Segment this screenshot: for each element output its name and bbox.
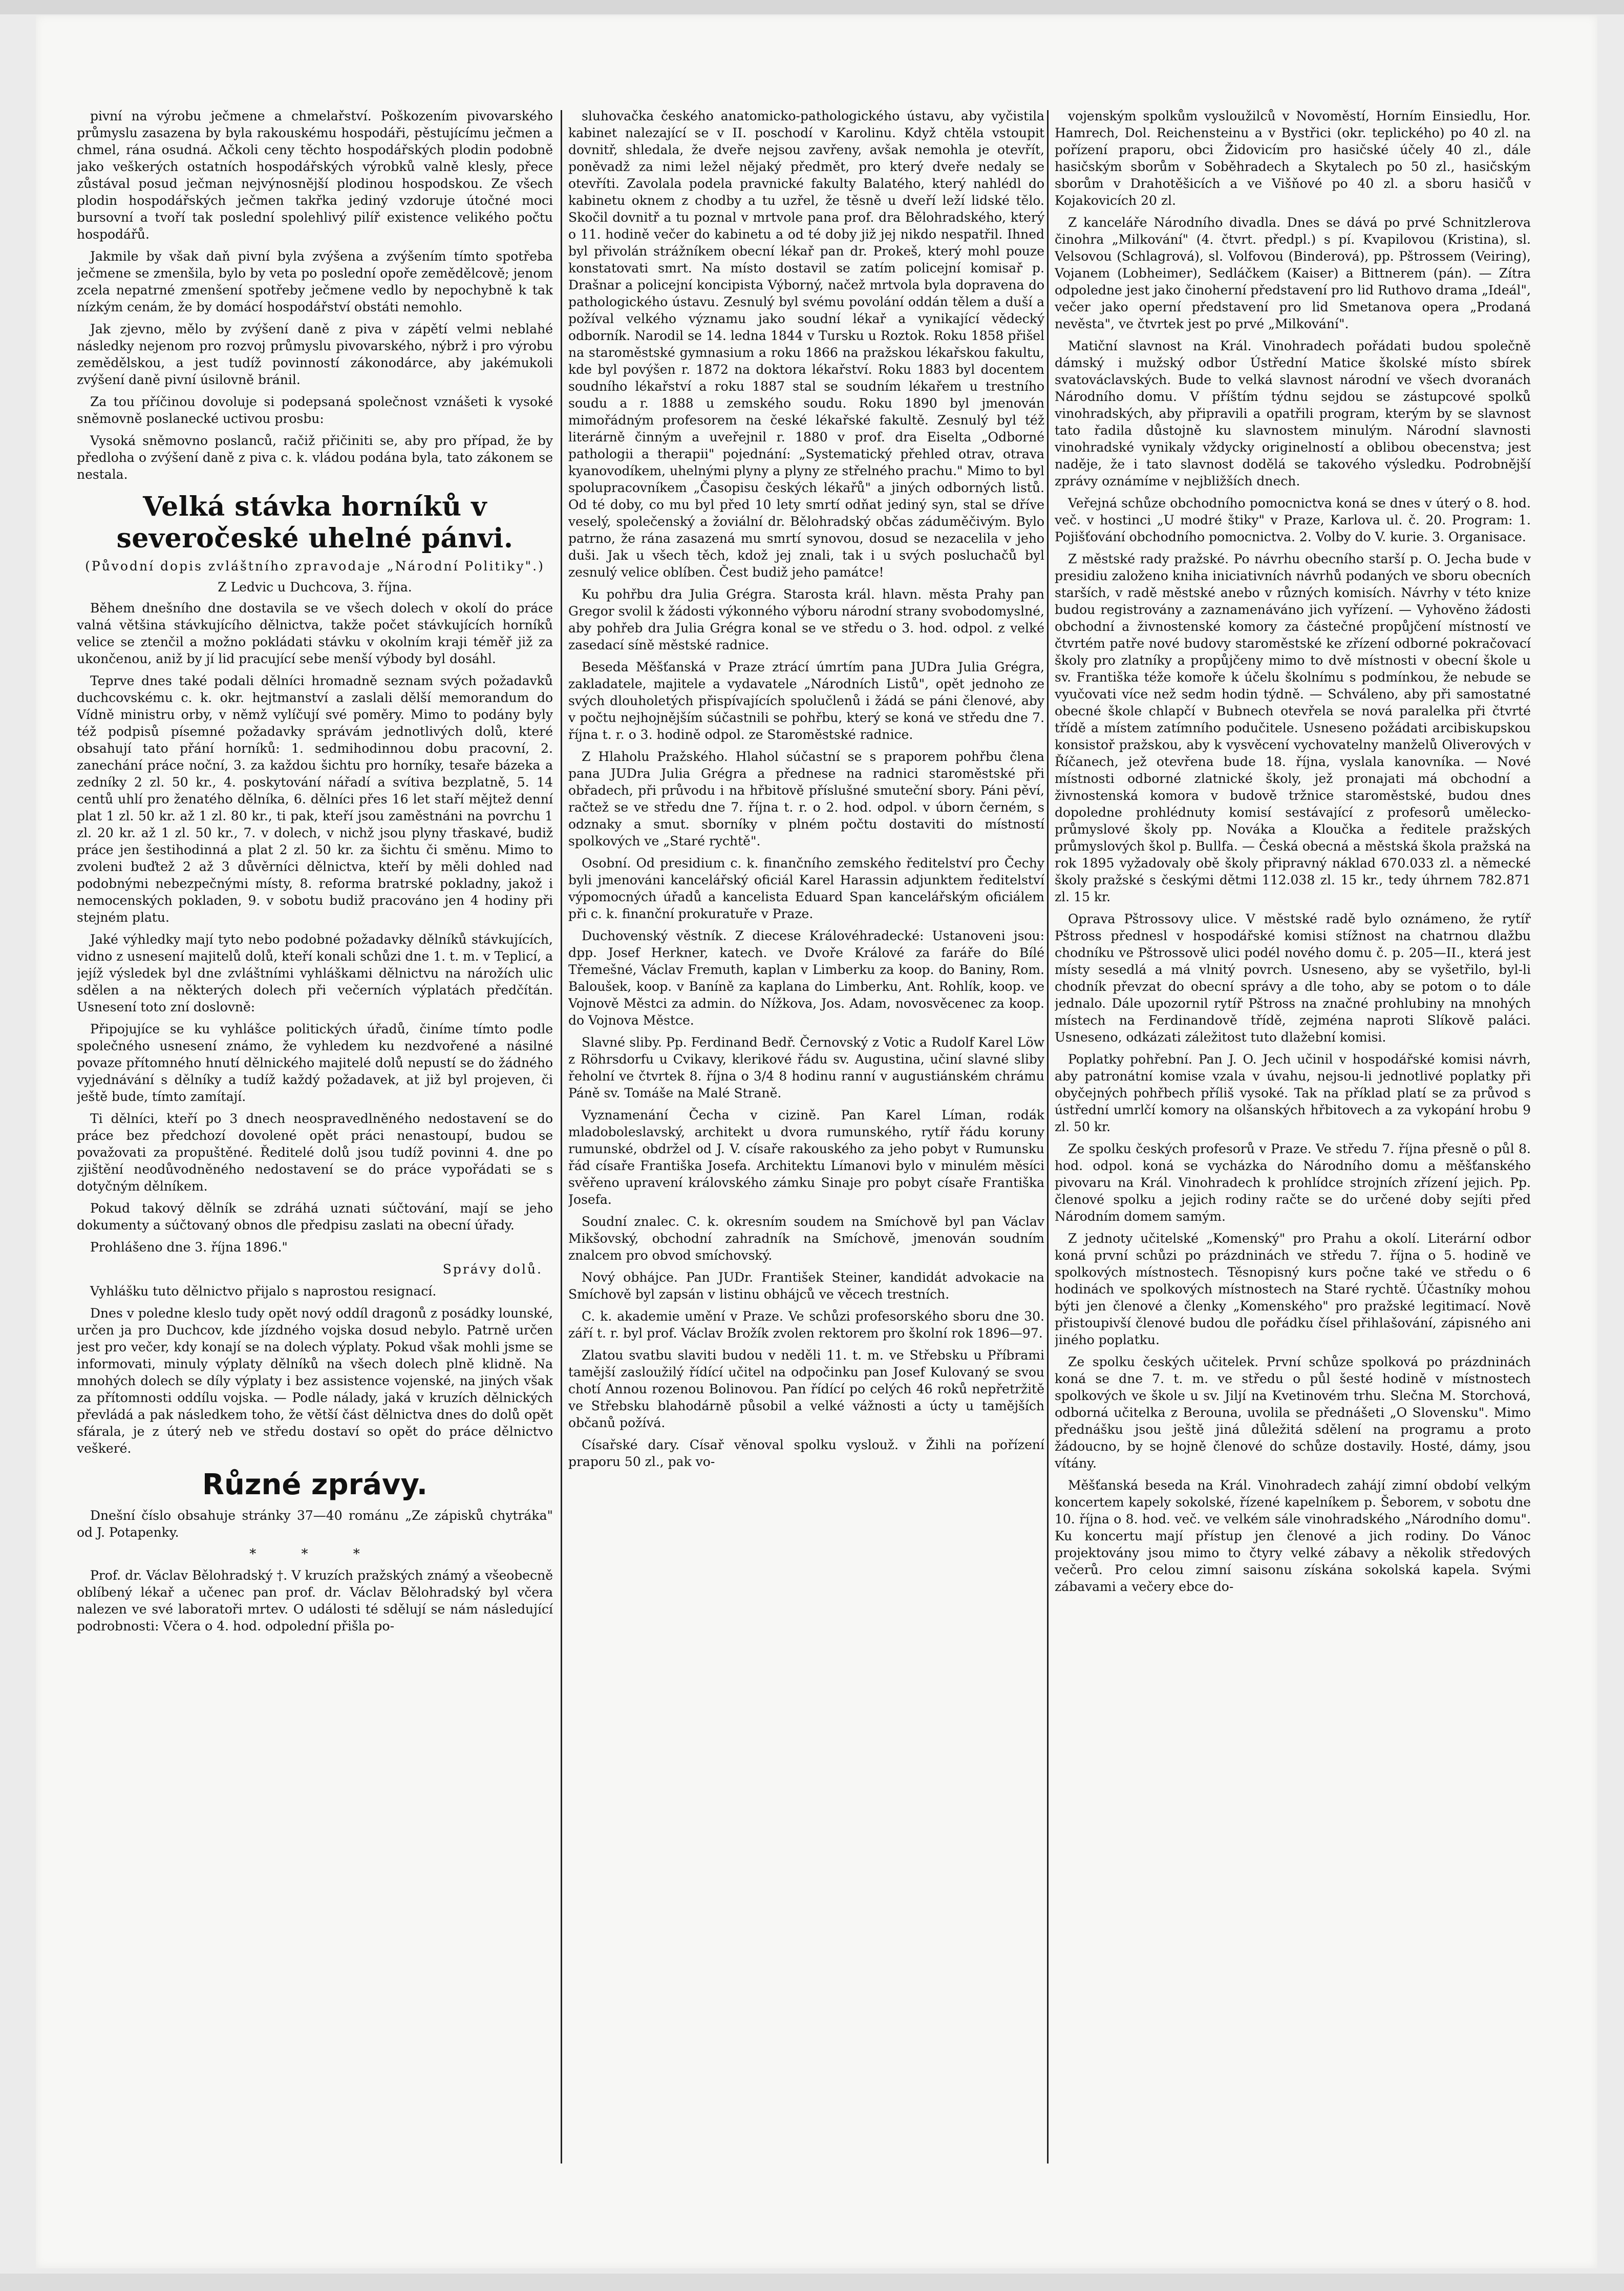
paragraph: Oprava Pštrossovy ulice. V městské radě bylo oznámeno, že rytíř Pštross přednesl v hospodářské komisi stížnost na chatrnou dlažbu chodníku ve Pštrossově ulici podél nového domu č. p. 205—II., která jest místy sesedlá a má vlnitý povrch. Usneseno, aby se vyšetřilo, byl-li chodník převzat do obecní správy a dle toho, aby se potom o to dále jednalo. Dále upozornil rytíř Pštross na značné prohlubiny na mnohých místech na Ferdinandově třídě, zejména naproti Slíkově paláci. Usneseno, odkázati záležitost tuto dlažební komisi. — [1055, 911, 1531, 1045]
paragraph: Vyznamenání Čecha v cizině. Pan Karel Líman, rodák mladoboleslavský, architekt u dvora rumunského, rytíř řádu koruny rumunské, obdržel od J. V. císaře rakouského za jeho pobyt v Rumunsku řád císaře Františka Josefa. Architektu Límanovi bylo v minulém měsíci svěřeno upravení královského zámku Sinaje pro pobyt císaře Františka Josefa. — [568, 1108, 1044, 1207]
paragraph: Pokud takový dělník se zdráhá uznati súčtování, mají se jeho dokumenty a súčtovaný obnos dle předpisu zaslati na obecní úřady. — [77, 1201, 553, 1233]
paragraph: Ze spolku českých učitelek. První schůze spolková po prázdninách koná se dne 7. t. m. ve středu o půl šesté hodině v místnostech spolkových ve škole u sv. Jiljí na Kvetinovém trhu. Slečna M. Storchová, odborná učitelka z Berouna, uvolila se přednášeti „O Slovensku". Mimo přednášku jsou ještě jiná důležitá sdělení na programu a proto žádoucno, by se hojně členové do schůze dostavily. Hosté, dámy, jsou vítány. — [1055, 1354, 1531, 1471]
paragraph: Zlatou svatbu slaviti budou v neděli 11. t. m. ve Střebsku u Příbrami tamější zasloužilý řídící učitel na odpočinku pan Josef Kulovaný se svou chotí Annou rozenou Bolinovou. Pan řídící po celých 46 roků nepřetržitě ve Střebsku blahodárně působil a velké vážnosti a úcty u tamějších občanů požívá. — [568, 1348, 1044, 1430]
headline-strike: Velká stávka horníků v severočeské uhelné pánvi. — [116, 491, 514, 554]
paragraph: Slavné sliby. Pp. Ferdinand Bedř. Černovský z Votic a Rudolf Karel Löw z Röhrsdorfu u Cvikavy, klerikové řádu sv. Augustina, učiní slavné sliby řeholní ve čtvrtek 8. října o 3/4 8 hodinu ranní v augustiánském chrámu Páně sv. Tomáše na Malé Straně. — [568, 1035, 1044, 1100]
paragraph: Jak zjevno, mělo by zvýšení daně z piva v zápětí velmi neblahé následky nejenom pro rozvoj průmyslu pivovarského, nýbrž i pro výrobu zemědělskou, a jest tudíž povinností zákonodárce, aby jakémukoli zvýšení daně pivní úsilovně bránil. — [77, 322, 553, 387]
paragraph: vojenským spolkům vysloužilců v Novoměstí, Horním Einsiedlu, Hor. Hamrech, Dol. Reichensteinu a v Bystřici (okr. teplického) po 40 zl. na pořízení praporu, obci Židovicím pro hasičské účely 40 zl., dále hasičským sborům v Soběhradech a Skytalech po 50 zl., hasičským sborům v Drahotěšicích a ve Višňové po 40 zl. a sboru hasičů v Kojakovicích 20 zl. — [1055, 109, 1531, 208]
paragraph: Teprve dnes také podali dělníci hromadně seznam svých požadavků duchcovskému c. k. okr. hejtmanství a zaslali dělší memorandum do Vídně ministru orby, v němž vylíčují své poměry. Mimo to podány byly též podpisů písemné požadavky správám jednotlivých dolů, které obsahují tato přání horníků: 1. sedmihodinnou dobu pracovní, 2. zanechání práce noční, 3. za každou šichtu pro horníky, tesaře bázeka a zedníky 2 zl. 50 kr., 4. poskytování nářadí a svítiva bezplatně, 5. 14 centů uhlí pro ženatého dělníka, 6. dělníci přes 16 let staří mějtež denní plat 1 zl. 50 kr. až 1 zl. 80 kr., ti pak, kteří jsou zaměstnáni na povrchu 1 zl. 20 kr. až 1 zl. 50 kr., 7. v dolech, v nichž jsou plyny třaskavé, budiž práce jen šestihodinná a plat 2 zl. 50 kr. za šichtu či směnu. Mimo to zvoleni buďtež 2 až 3 důvěrníci dělnictva, kteří by měli dohled nad podobnými nebezpečnými místy, 8. reforma bratrské pokladny, jakož i nemocenských pokladen, 9. v sobotu budiž pracováno jen 4 hodiny při stejném platu. — [77, 673, 553, 925]
paragraph: Z Hlaholu Pražského. Hlahol súčastní se s praporem pohřbu člena pana JUDra Julia Grégra a přednese na radnici staroměstské při obřadech, při průvodu i na hřbitově příslušné smuteční sbory. Páni pěví, račtež se ve středu dne 7. října t. r. o 2. hod. odpol. v úborn černém, s odznaky a smut. sborníky v plném počtu dostaviti do místností spolkových ve „Staré rychtě". — [568, 749, 1044, 848]
paragraph: Duchovenský věstník. Z diecese Královéhradecké: Ustanoveni jsou: dpp. Josef Herkner, katech. ve Dvoře Králové za faráře do Bílé Třemešné, Václav Fremuth, kaplan v Limberku za koop. do Baniny, Rom. Baloušek, koop. v Baníně za kaplana do Limberku, Ant. Rohlík, koop. ve Vojnově Městci za admin. do Nížkova, Jos. Adam, novosvěcenec za koop. do Vojnova Městce. — [568, 928, 1044, 1028]
signature: Správy dolů. — [442, 1262, 543, 1277]
paragraph: Poplatky pohřební. Pan J. O. Jech učinil v hospodářské komisi návrh, aby patronátní komise vzala v úvahu, nejsou-li jednotlivé poplatky při obyčejných pohřbech příliš vysoké. Tak na příklad platí se za průvod s ústřední umrlčí komory na olšanských hřbitovech a za vykopání hrobu 9 zl. 50 kr. — [1055, 1052, 1531, 1134]
paragraph: Matiční slavnost na Král. Vinohradech pořádati budou společně dámský i mužský odbor Ústřední Matice školské místo sbírek svatováclavských. Bude to velká slavnost národní ve všech dvoranách Národního domu. V příštím týdnu sejdou se zástupcové spolků vinohradských, aby připravili a opatřili program, kterým by se slavnost tato řadila důstojně ku slavnostem minulým. Národní slavnosti vinohradské vynikaly vždycky originelností a oblibou obecenstva; jest naděje, že i tato slavnost dodělá se takového výsledku. Podrobnější zprávy oznámíme v nejbližších dnech. — [1055, 338, 1531, 489]
paragraph: Jakmile by však daň pivní byla zvýšena a zvýšením tímto spotřeba ječmene se zmenšila, bylo by veta po poslední opoře zemědělcově; jenom zcela nepatrné zmenšení spotřeby ječmene vedlo by nepochybně k tak nízkým cenám, že by domácí hospodářství obstáti nemohlo. — [77, 249, 553, 314]
scan-edge-top — [0, 0, 1624, 14]
paragraph: pivní na výrobu ječmene a chmelařství. Poškozením pivovarského průmyslu zasazena by byla rakouskému hospodáři, pěstujícímu ječmen a chmel, rána osudná. Ačkoli ceny těchto hospodářských plodin podobně jako veškerých ostatních hospodářských výrobků valně klesly, přece zůstával posud ječman nejvýnosnější plodinou hospodskou. Ze všech plodin hospodářských ječmen takřka jediný vzdoruje útočné moci bursovní a tvoří tak poslední spolehlivý pilíř existence velikého počtu hospodářů. — [77, 109, 553, 242]
headline-news: Různé zprávy. — [202, 1468, 428, 1501]
column-3 — [1055, 108, 1531, 2166]
paragraph: Během dnešního dne dostavila se ve všech dolech v okolí do práce valná většina stávkujícího dělnictva, takže počet stávkujících horníků velice se ztenčil a možno pokládati stávku v okolním kraji téměř již za ukončenou, aniž by jí lid pracující sebe menší výbody byl dosáhl. — [77, 601, 553, 666]
paragraph: Z jednoty učitelské „Komenský" pro Prahu a okolí. Literární odbor koná první schůzi po prázdninách ve středu 7. října o 5. hodině ve spolkových místnostech. Těsnopisný kurs počne také ve středu o 6 hodinách ve spolkových místnostech na Staré rychtě. Účastníky mohou býti jen členové a členky „Komenského" pro pražské legitimací. Nově přistoupivší členové budou dle pořádku čísel přihlašování, zápisného ani jiného poplatku. — [1055, 1231, 1531, 1347]
paragraph: Beseda Měšťanská v Praze ztrácí úmrtím pana JUDra Julia Grégra, zakladatele, majitele a vydavatele „Národních Listů", opět jednoho ze svých dlouholetých přispívajících spolučlenů i žádá se páni členové, aby v počtu nejhojnějším súčastnili se pohřbu, který se koná ve středu dne 7. října t. r. o 3. hodině odpol. ze Staroměstské radnice. — [568, 660, 1044, 742]
paragraph: Dnes v poledne kleslo tudy opět nový oddíl dragonů z posádky lounské, určen ja pro Duchcov, kde jízdného vojska dosud nebylo. Patrně určen jest pro večer, kdy konají se na dolech výplaty. Pokud však mohli jsme se informovati, minuly výplaty dělníků na všech dolech plně klidně. Na mnohých dolech se díly výplaty i bez assistence vojenské, na jiných však za přítomnosti oddílu vojska. — Podle nálady, jaká v kruzích dělnických převládá a pak následkem toho, že větší část dělnictva dnes do dolů opět sfárala, je z úterý neb ve středu dostaví so opět do práce dělnictvo veškeré. — [77, 1306, 553, 1456]
column-1 — [77, 108, 553, 2166]
paragraph: Z městské rady pražské. Po návrhu obecního starší p. O. Jecha bude v presidiu založeno kniha iniciativních návrhů podaných ve sboru obecních starších, v radě městské anebo v různých komisích. Návrhy v této knize budou registrovány a zaznamenáváno jich vyřízení. — Vyhověno žádosti obchodní a živnostenské komory za částečné propůjčení místností ve čtvrtém patře nové budovy staroměstské ke zřízení odborné pokračovací školy pro zlatníky a propůjčeny mimo to dvě místnosti v obecní škole u sv. Františka téže komoře k účelu školnímu s podmínkou, že nebude se vyučovati více než sedm hodin týdně. — Schváleno, aby při samostatné obecné škole chlapčí v Bubnech otevřela se nová paralelka při čtvrté třídě a místem zatímního podučitele. Usneseno požádati arcibiskupskou konsistoř pražskou, aby k vysvěcení vychovatelny manželů Oliverových v Říčanech, jež otevřena bude 18. října, vyslala kanovníka. — Nové místnosti odborné zlatnické školy, jež pronajati má obchodní a živnostenská komora v budově tržnice staroměstské, budou dnes dopoledne prohlédnuty komisí sestávající z profesorů umělecko-průmyslové školy pp. Nováka a Kloučka a ředitele pražských průmyslových škol p. Bullfa. — Česká obecná a městská škola pražská na rok 1895 vyžadovaly obě školy připravný náklad 670.033 zl. a německé školy pražské s českými dětmi 112.038 zl. 15 kr., tedy úhrnem 782.871 zl. 15 kr. — [1055, 551, 1531, 904]
paragraph: Prof. dr. Václav Bělohradský †. V kruzích pražských známý a všeobecně oblíbený lékař a učenec pan prof. dr. Václav Bělohradský byl včera nalezen ve své laboratoři mrtev. O události té sdělují se nám následující podrobnosti: Včera o 4. hod. odpolední přišla po- — [77, 1568, 553, 1634]
paragraph: Připojujíce se ku vyhlášce politických úřadů, činíme tímto podle společného usnesení známo, že vyhledem ku nezdvořené a násilné povaze přítomného hnutí dělnického majitelé dolů nepustí se do žádného vyjednávání s dělníky a tudíž každý požadavek, at již byl projeven, či ještě bude, tímto zamítají. — [77, 1022, 553, 1104]
column-rule-1 — [561, 110, 562, 2163]
paragraph: Ku pohřbu dra Julia Grégra. Starosta král. hlavn. města Prahy pan Gregor svolil k žádosti výkonného výboru národní strany svobodomyslné, aby pohřeb dra Julia Grégra konal se ve středu o 3. hod. odpol. z velké zasedací síně městské radnice. — [568, 587, 1044, 652]
paragraph: Z kanceláře Národního divadla. Dnes se dává po prvé Schnitzlerova činohra „Milkování" (4. čtvrt. předpl.) s pí. Kvapilovou (Kristina), sl. Velsovou (Schlagrová), sl. Volfovou (Binderová), pp. Pštrossem (Veiring), Vojanem (Lobheimer), Sedláčkem (Kaiser) a Bittnerem (pán). — Zítra odpoledne jest jako činoherní představení pro lid Ruthovo drama „Ideál", večer jako operní představení pro lid Smetanova opera „Prodaná nevěsta", ve čtvrtek jest po prvé „Milkování". — [1055, 215, 1531, 331]
column-rule-2 — [1047, 110, 1049, 2163]
paragraph: Prohlášeno dne 3. října 1896." — [90, 1240, 288, 1255]
paragraph: Ze spolku českých profesorů v Praze. Ve středu 7. října přesně o půl 8. hod. odpol. koná se vycházka do Národního domu a měšťanského pivovaru na Král. Vinohradech k prohlídce strojních zřízení jejich. Pp. členové spolku a jejich rodiny račte se do určené doby sejíti před Národním domem samým. — [1055, 1141, 1531, 1224]
paragraph: C. k. akademie umění v Praze. Ve schůzi profesorského sboru dne 30. září t. r. byl prof. Václav Brožík zvolen rektorem pro školní rok 1896—97. — [568, 1309, 1044, 1341]
paragraph: Dnešní číslo obsahuje stránky 37—40 románu „Ze zápisků chytráka" od J. Potapenky. — [77, 1508, 553, 1540]
paragraph: Vysoká sněmovno poslanců, račiž přičiniti se, aby pro případ, že by předloha o zvýšení daně z piva c. k. vládou podána byla, tato zákonem se nestala. — [77, 433, 553, 482]
paragraph: Osobní. Od presidium c. k. finančního zemského ředitelství pro Čechy byli jmenováni kancelářský oficiál Karel Harassin adjunktem ředitelství výpomocných úřadů a kancelista Eduard Span kancelářským oficiálem při c. k. finanční prokuratuře v Praze. — [568, 856, 1044, 921]
dateline: Z Ledvic u Duchcova, 3. října. — [218, 580, 412, 595]
paragraph: Císařské dary. Císař věnoval spolku vyslouž. v Žihli na pořízení praporu 50 zl., pak vo- — [568, 1437, 1044, 1469]
paragraph: Za tou příčinou dovoluje si podepsaná společnost vznášeti k vysoké sněmovně poslanecké uctivou prosbu: — [77, 394, 553, 426]
separator-stars: * * * — [249, 1546, 380, 1562]
paragraph: Soudní znalec. C. k. okresním soudem na Smíchově byl pan Václav Mikšovský, obchodní zahradník na Smíchově, jmenován soudním znalcem pro obvod smíchovský. — [568, 1214, 1044, 1263]
paragraph: Ti dělníci, kteří po 3 dnech neospravedlněného nedostavení se do práce bez předchozí dovolené opět práci nenastoupí, budou se považovati za propuštěné. Ředitelé dolů jsou tudíž povinni 4. dne po zjištění neodůvodněného nedostavení se do práce vypořádati se s dotyčným dělníkem. — [77, 1111, 553, 1194]
paragraph: Nový obhájce. Pan JUDr. František Steiner, kandidát advokacie na Smíchově byl zapsán v listinu obhájců ve věcech trestních. — [568, 1270, 1044, 1302]
column-2 — [568, 108, 1044, 2166]
newspaper-page — [36, 15, 1597, 2268]
paragraph: Veřejná schůze obchodního pomocnictva koná se dnes v úterý o 8. hod. več. v hostinci „U modré štiky" v Praze, Karlova ul. č. 20. Program: 1. Pojišťování obchodního pomocnictva. 2. Volby do V. kurie. 3. Organisace. — [1055, 496, 1531, 544]
paragraph: Jaké výhledky mají tyto nebo podobné požadavky dělníků stávkujících, vidno z usnesení majitelů dolů, kteří konali schůzi dne 1. t. m. v Teplicí, a jejíž výsledek byl dne zvláštními vyhláškami dělnictvu na nárožích ulic sdělen a na některých dolech při večerních výplatách předčítán. Usnesení toto zní doslovně: — [77, 932, 553, 1014]
paragraph: Měšťanská beseda na Král. Vinohradech zahájí zimní období velkým koncertem kapely sokolské, řízené kapelníkem p. Šeborem, v sobotu dne 10. října o 8. hod. več. ve velkém sále vinohradského „Národního domu". Ku koncertu mají přístup jen členové a jich rodiny. Do Vánoc projektovány jsou mimo to čtyry velké zábavy a několik středových večerů. Pro celou zimní saisonu získána sokolská kapela. Svými zábavami a večery ebce do- — [1055, 1478, 1531, 1594]
scan-edge-bottom — [0, 2274, 1624, 2291]
paragraph: Vyhlášku tuto dělnictvo přijalo s naprostou resignací. — [90, 1284, 437, 1299]
paragraph: sluhovačka českého anatomicko-pathologického ústavu, aby vyčistila kabinet nalezající se v II. poschodí v Karolinu. Když chtěla vstoupit dovnitř, shledala, že dveře nejsou zavřeny, avšak nemohla je otevřít, poněvadž za nimi ležel nějaký předmět, pro který dveře nedaly se otevříti. Zavolala podela pravnické fakulty Balatého, který nahlédl do kabinetu oknem z chodby a tu uzřel, že těsně u dveří leží lidské tělo. Skočil dovnitř a tu poznal v mrtvole pana prof. dra Bělohradského, který o 11. hodině večer do kabinetu a od té doby již jej nikdo nespatřil. Ihned byl přivolán strážníkem obecní lékař pan dr. Prokeš, který mohl pouze konstatovati smrt. Na místo dostavil se zatím policejní komisař p. Drašnar a policejní koncipista Výborný, načež mrtvola byla dopravena do pathologického ústavu. Zesnulý byl svému povolání oddán tělem a duší a požíval velkého významu jako soudní lékař a vynikající vědecký odborník. Narodil se 14. ledna 1844 v Tursku u Roztok. Roku 1858 přišel na staroměstské gymnasium a roku 1866 na pražskou lékařskou fakultu, kde byl povýšen r. 1872 na doktora lékařství. Roku 1883 byl docentem soudního lékařství a roku 1887 stal se soudním lékařem u trestního soudu a r. 1888 u zemského soudu. Roku 1890 byl jmenován mimořádným profesorem na české lékařské fakultě. Zesnulý byl též literárně činným a uveřejnil r. 1880 v prof. dra Eiselta „Odborné pathologii a therapii" pojednání: „Systematický přehled otrav, otrava kyanovodíkem, uhelnými plyny a plyny ze střelného prachu." Mimo to byl spolupracovníkem „Časopisu českých lékařů" a jiných odborných listů. Od té doby, co mu byl před 10 lety smrtí odňat jediný syn, stal se dříve veselý, společenský a žoviální dr. Bělohradský občas záduměčivým. Bylo patrno, že rána zasazená mu smrtí synovou, dosud se nezacelila v jeho duši. Jak u všech těch, kdož jej znali, tak i u svých posluchačů byl zesnulý velice oblíben. Čest budiž jeho památce! — [568, 109, 1044, 580]
subhead: (Původní dopis zvláštního zpravodaje „Národní Politiky".) — [85, 559, 545, 574]
